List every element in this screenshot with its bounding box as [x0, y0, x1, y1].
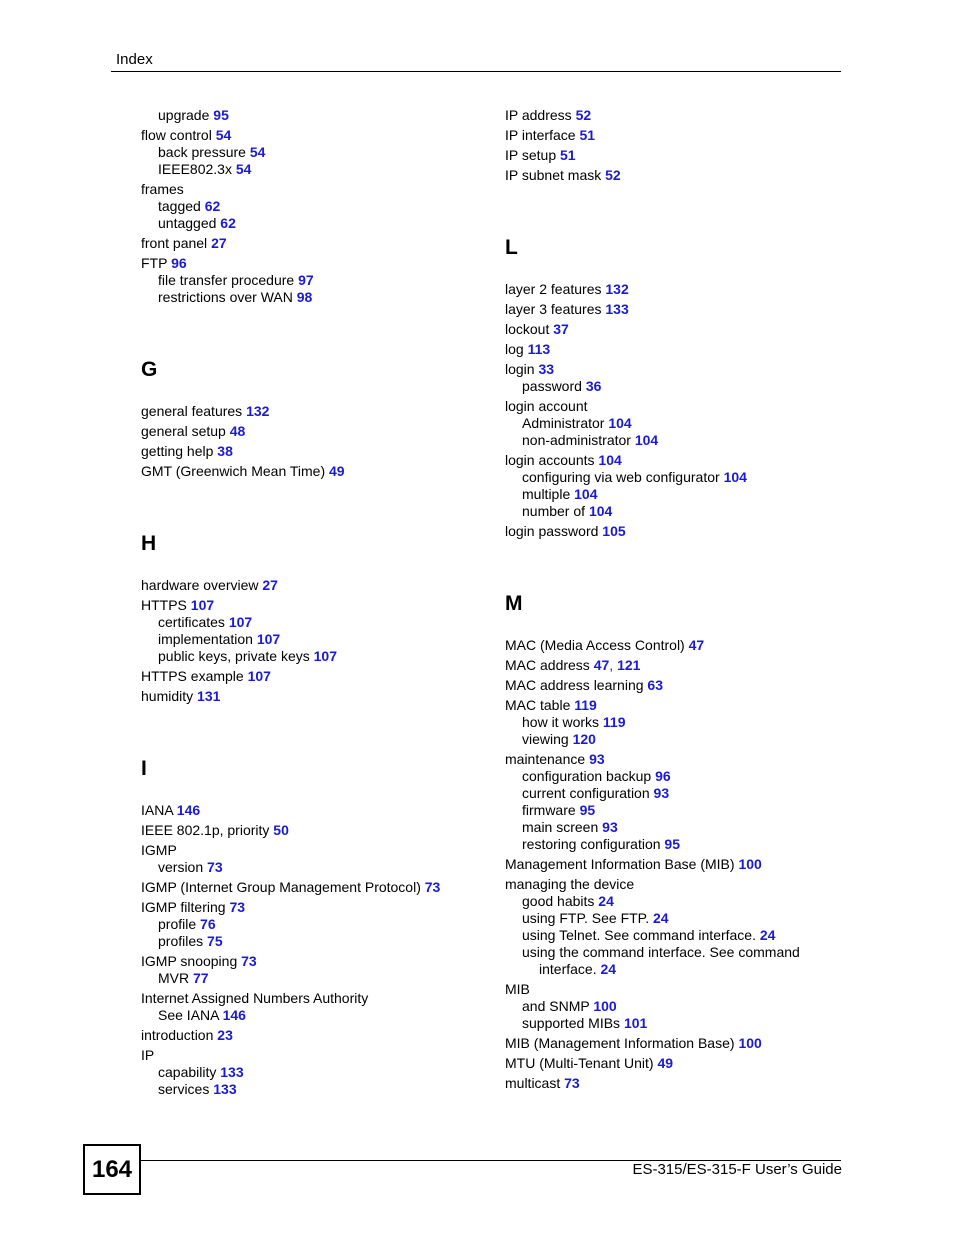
index-entry [141, 272, 501, 289]
index-entry [141, 463, 501, 480]
index-term: viewing [522, 731, 569, 747]
page-link[interactable]: 62 [220, 215, 236, 231]
index-term: file transfer procedure [158, 272, 295, 288]
page-link[interactable]: 100 [738, 856, 762, 872]
index-term: main screen [522, 819, 599, 835]
index-entry [505, 281, 865, 298]
page-link[interactable]: 120 [572, 731, 596, 747]
index-entry [505, 147, 865, 164]
index-term: managing the device [505, 876, 635, 892]
index-term: certificates [158, 614, 225, 630]
index-term: IEEE 802.1p, priority [141, 822, 270, 838]
page-link[interactable]: 51 [579, 127, 596, 143]
section-letter: G [141, 358, 158, 381]
guide-title: ES-315/ES-315-F User’s Guide [632, 1161, 842, 1178]
index-term: non-administrator [522, 432, 631, 448]
page-link[interactable]: 107 [190, 597, 215, 613]
index-entry [505, 321, 865, 338]
index-entry [505, 1075, 865, 1092]
page-link[interactable]: 100 [593, 998, 617, 1014]
index-term: MIB (Management Information Base) [505, 1035, 735, 1051]
index-term: MIB [505, 981, 530, 997]
index-term: using the command interface. See command [522, 944, 800, 960]
index-entry [141, 970, 501, 987]
page-link[interactable]: 107 [228, 614, 253, 630]
index-entry [141, 1027, 501, 1044]
page-link[interactable]: 24 [759, 927, 776, 943]
page-link[interactable]: 47 [593, 657, 610, 673]
page-link[interactable]: 54 [249, 144, 266, 160]
index-term: introduction [141, 1027, 214, 1043]
index-term: Management Information Base (MIB) [505, 856, 735, 872]
index-term: supported MIBs [522, 1015, 621, 1031]
index-entry [505, 503, 865, 520]
index-entry [141, 181, 501, 198]
index-entry [505, 398, 865, 415]
page-link[interactable]: 93 [589, 751, 605, 767]
index-term: and SNMP [522, 998, 590, 1014]
index-entry [141, 614, 501, 631]
page-link[interactable]: 104 [588, 503, 613, 519]
index-entry [505, 697, 865, 714]
index-term: flow control [141, 127, 212, 143]
page-link[interactable]: 63 [647, 677, 663, 693]
page-link[interactable]: 132 [246, 403, 270, 419]
section-letter: M [505, 592, 523, 615]
index-term: how it works [522, 714, 600, 730]
index-term: IP setup [505, 147, 557, 163]
index-entry [505, 785, 865, 802]
index-term: restrictions over WAN [158, 289, 293, 305]
page-link[interactable]: 73 [229, 899, 246, 915]
page-link[interactable]: 24 [600, 961, 617, 977]
page-link[interactable]: 73 [241, 953, 257, 969]
page-link[interactable]: 119 [574, 697, 597, 713]
index-term: login accounts [505, 452, 595, 468]
index-entry [141, 161, 501, 178]
section-letter: I [141, 757, 147, 780]
index-entry [505, 1055, 865, 1072]
index-column-right [505, 107, 865, 1092]
index-entry [141, 899, 501, 916]
page-separator: , [609, 657, 614, 673]
index-entry [141, 577, 501, 594]
index-entry [141, 1064, 501, 1081]
index-term: firmware [522, 802, 576, 818]
page-link[interactable]: 101 [623, 1015, 648, 1031]
index-entry [505, 432, 865, 449]
index-entry [141, 668, 501, 685]
index-entry [505, 731, 865, 748]
index-entry [141, 443, 501, 460]
header-rule [111, 71, 841, 72]
index-entry [505, 452, 865, 469]
page-link[interactable]: 104 [574, 486, 598, 502]
page-link[interactable]: 104 [598, 452, 622, 468]
page-link[interactable]: 93 [602, 819, 618, 835]
index-term: humidity [141, 688, 194, 704]
index-entry [505, 714, 865, 731]
page-link[interactable]: 27 [211, 235, 227, 251]
index-entry [505, 944, 865, 961]
page-link[interactable]: 105 [602, 523, 626, 539]
index-entry [141, 403, 501, 420]
index-entry [505, 1015, 865, 1032]
index-entry [141, 255, 501, 272]
index-entry [505, 469, 865, 486]
page-link[interactable]: 132 [605, 281, 629, 297]
page-link[interactable]: 24 [653, 910, 669, 926]
index-entry [505, 836, 865, 853]
index-term: IGMP (Internet Group Management Protocol) [141, 879, 421, 895]
index-term: general features [141, 403, 243, 419]
index-term: See IANA [158, 1007, 219, 1023]
page-link[interactable]: 119 [602, 714, 626, 730]
page-link[interactable]: 75 [207, 933, 223, 949]
index-term: general setup [141, 423, 226, 439]
page-link[interactable]: 97 [298, 272, 314, 288]
index-term: services [158, 1081, 210, 1097]
page-link[interactable]: 107 [313, 648, 337, 664]
page-link[interactable]: 95 [664, 836, 680, 852]
index-term: log [505, 341, 524, 357]
index-term: IP interface [505, 127, 576, 143]
running-header: Index [116, 51, 153, 68]
index-term: frames [141, 181, 184, 197]
page-link[interactable]: 107 [247, 668, 271, 684]
index-term: tagged [158, 198, 201, 214]
index-term: version [158, 859, 204, 875]
page-link[interactable]: 73 [207, 859, 223, 875]
index-term: layer 2 features [505, 281, 602, 297]
index-term: implementation [158, 631, 253, 647]
index-term: GMT (Greenwich Mean Time) [141, 463, 326, 479]
index-entry [505, 893, 865, 910]
index-entry [505, 856, 865, 873]
index-term: profiles [158, 933, 204, 949]
index-entry [505, 1035, 865, 1052]
index-term: IEEE802.3x [158, 161, 232, 177]
page-link[interactable]: 98 [296, 289, 313, 305]
index-term: public keys, private keys [158, 648, 310, 664]
index-entry [141, 1081, 501, 1098]
index-entry [141, 1047, 501, 1064]
index-entry [141, 842, 501, 859]
page-link[interactable]: 49 [657, 1055, 674, 1071]
page-link[interactable]: 62 [204, 198, 221, 214]
page-link[interactable]: 73 [564, 1075, 580, 1091]
page-link[interactable]: 54 [235, 161, 252, 177]
index-term: login [505, 361, 535, 377]
index-term: MTU (Multi-Tenant Unit) [505, 1055, 654, 1071]
index-term: login password [505, 523, 599, 539]
index-entry [505, 657, 865, 674]
page-link[interactable]: 23 [217, 1027, 233, 1043]
page-link[interactable]: 27 [262, 577, 278, 593]
index-entry [505, 961, 865, 978]
page-link[interactable]: 76 [200, 916, 216, 932]
index-entry [141, 916, 501, 933]
index-entry [505, 341, 865, 358]
index-entry [505, 819, 865, 836]
index-entry [505, 361, 865, 378]
index-entry [141, 990, 501, 1007]
page-link[interactable]: 146 [176, 802, 201, 818]
index-term: IGMP filtering [141, 899, 226, 915]
index-term: untagged [158, 215, 217, 231]
index-term: IP [141, 1047, 155, 1063]
page-link[interactable]: 73 [424, 879, 441, 895]
index-entry [141, 423, 501, 440]
index-entry [141, 107, 501, 124]
index-entry [505, 127, 865, 144]
index-term: number of [522, 503, 586, 519]
index-term: Administrator [522, 415, 605, 431]
page-number: 164 [83, 1144, 141, 1195]
section-letter: L [505, 236, 518, 259]
index-entry [141, 289, 501, 306]
index-term: password [522, 378, 582, 394]
page-link[interactable]: 52 [575, 107, 592, 123]
index-term: MVR [158, 970, 190, 986]
index-entry [141, 215, 501, 232]
page-link[interactable]: 49 [329, 463, 345, 479]
index-term: HTTPS example [141, 668, 244, 684]
index-term: HTTPS [141, 597, 187, 613]
page-link[interactable]: 131 [197, 688, 221, 704]
index-term: capability [158, 1064, 217, 1080]
index-term: getting help [141, 443, 214, 459]
index-term: IGMP snooping [141, 953, 238, 969]
page-link[interactable]: 37 [553, 321, 569, 337]
page-link[interactable]: 95 [579, 802, 596, 818]
page-link[interactable]: 104 [608, 415, 632, 431]
index-entry [141, 1007, 501, 1024]
page-link[interactable]: 52 [605, 167, 621, 183]
index-entry [141, 235, 501, 252]
page-link[interactable]: 133 [605, 301, 629, 317]
index-entry [141, 631, 501, 648]
index-term: upgrade [158, 107, 210, 123]
index-entry [141, 198, 501, 215]
index-term: IGMP [141, 842, 177, 858]
index-term: MAC address learning [505, 677, 644, 693]
index-term: multiple [522, 486, 571, 502]
page-link[interactable]: 133 [220, 1064, 244, 1080]
index-entry [505, 927, 865, 944]
section-letter: H [141, 532, 157, 555]
page-link[interactable]: 51 [560, 147, 576, 163]
page-link[interactable]: 24 [598, 893, 614, 909]
page-link[interactable]: 100 [738, 1035, 762, 1051]
index-term: layer 3 features [505, 301, 602, 317]
index-entry [505, 751, 865, 768]
index-term: Internet Assigned Numbers Authority [141, 990, 369, 1006]
page-link[interactable]: 50 [273, 822, 289, 838]
index-entry [505, 378, 865, 395]
index-entry [141, 933, 501, 950]
index-entry [141, 127, 501, 144]
index-term: interface. [539, 961, 597, 977]
index-entry [141, 802, 501, 819]
index-term: hardware overview [141, 577, 259, 593]
index-entry [505, 167, 865, 184]
page-link[interactable]: 93 [653, 785, 670, 801]
index-entry [505, 876, 865, 893]
index-term: MAC address [505, 657, 590, 673]
index-term: FTP [141, 255, 168, 271]
page-link[interactable]: 113 [527, 341, 551, 357]
page-link[interactable]: 36 [585, 378, 602, 394]
index-term: good habits [522, 893, 595, 909]
page-link[interactable]: 48 [229, 423, 246, 439]
index-term: current configuration [522, 785, 650, 801]
index-term: front panel [141, 235, 208, 251]
index-entry [505, 301, 865, 318]
index-entry [505, 981, 865, 998]
index-term: back pressure [158, 144, 246, 160]
index-term: configuring via web configurator [522, 469, 720, 485]
index-term: maintenance [505, 751, 586, 767]
index-term: profile [158, 916, 197, 932]
page-link[interactable]: 38 [217, 443, 233, 459]
index-entry [505, 523, 865, 540]
page-link[interactable]: 104 [634, 432, 659, 448]
index-entry [505, 637, 865, 654]
index-entry [505, 802, 865, 819]
index-entry [141, 648, 501, 665]
page-link[interactable]: 95 [213, 107, 229, 123]
index-entry [505, 677, 865, 694]
index-entry [505, 107, 865, 124]
page-link[interactable]: 33 [538, 361, 555, 377]
index-term: configuration backup [522, 768, 652, 784]
index-term: restoring configuration [522, 836, 661, 852]
page-link[interactable]: 133 [213, 1081, 237, 1097]
index-term: login account [505, 398, 588, 414]
page-link[interactable]: 121 [617, 657, 641, 673]
page-link[interactable]: 77 [193, 970, 209, 986]
index-entry [505, 998, 865, 1015]
page-link[interactable]: 54 [215, 127, 232, 143]
index-entry [141, 879, 501, 896]
index-entry [141, 688, 501, 705]
index-entry [141, 144, 501, 161]
index-entry [141, 597, 501, 614]
index-entry [141, 822, 501, 839]
index-term: using Telnet. See command interface. [522, 927, 756, 943]
index-term: multicast [505, 1075, 561, 1091]
page-link[interactable]: 104 [723, 469, 747, 485]
index-entry [505, 768, 865, 785]
page-link[interactable]: 47 [688, 637, 705, 653]
index-entry [141, 859, 501, 876]
index-column-left [141, 107, 501, 1098]
index-term: IANA [141, 802, 173, 818]
index-entry [505, 910, 865, 927]
index-term: IP address [505, 107, 572, 123]
index-entry [505, 486, 865, 503]
index-term: IP subnet mask [505, 167, 602, 183]
index-term: MAC (Media Access Control) [505, 637, 685, 653]
index-term: using FTP. See FTP. [522, 910, 650, 926]
index-term: lockout [505, 321, 550, 337]
index-term: MAC table [505, 697, 571, 713]
page-link[interactable]: 96 [655, 768, 671, 784]
page-link[interactable]: 107 [256, 631, 281, 647]
index-entry [141, 953, 501, 970]
index-entry [505, 415, 865, 432]
page-link[interactable]: 96 [171, 255, 187, 271]
page-link[interactable]: 146 [222, 1007, 246, 1023]
